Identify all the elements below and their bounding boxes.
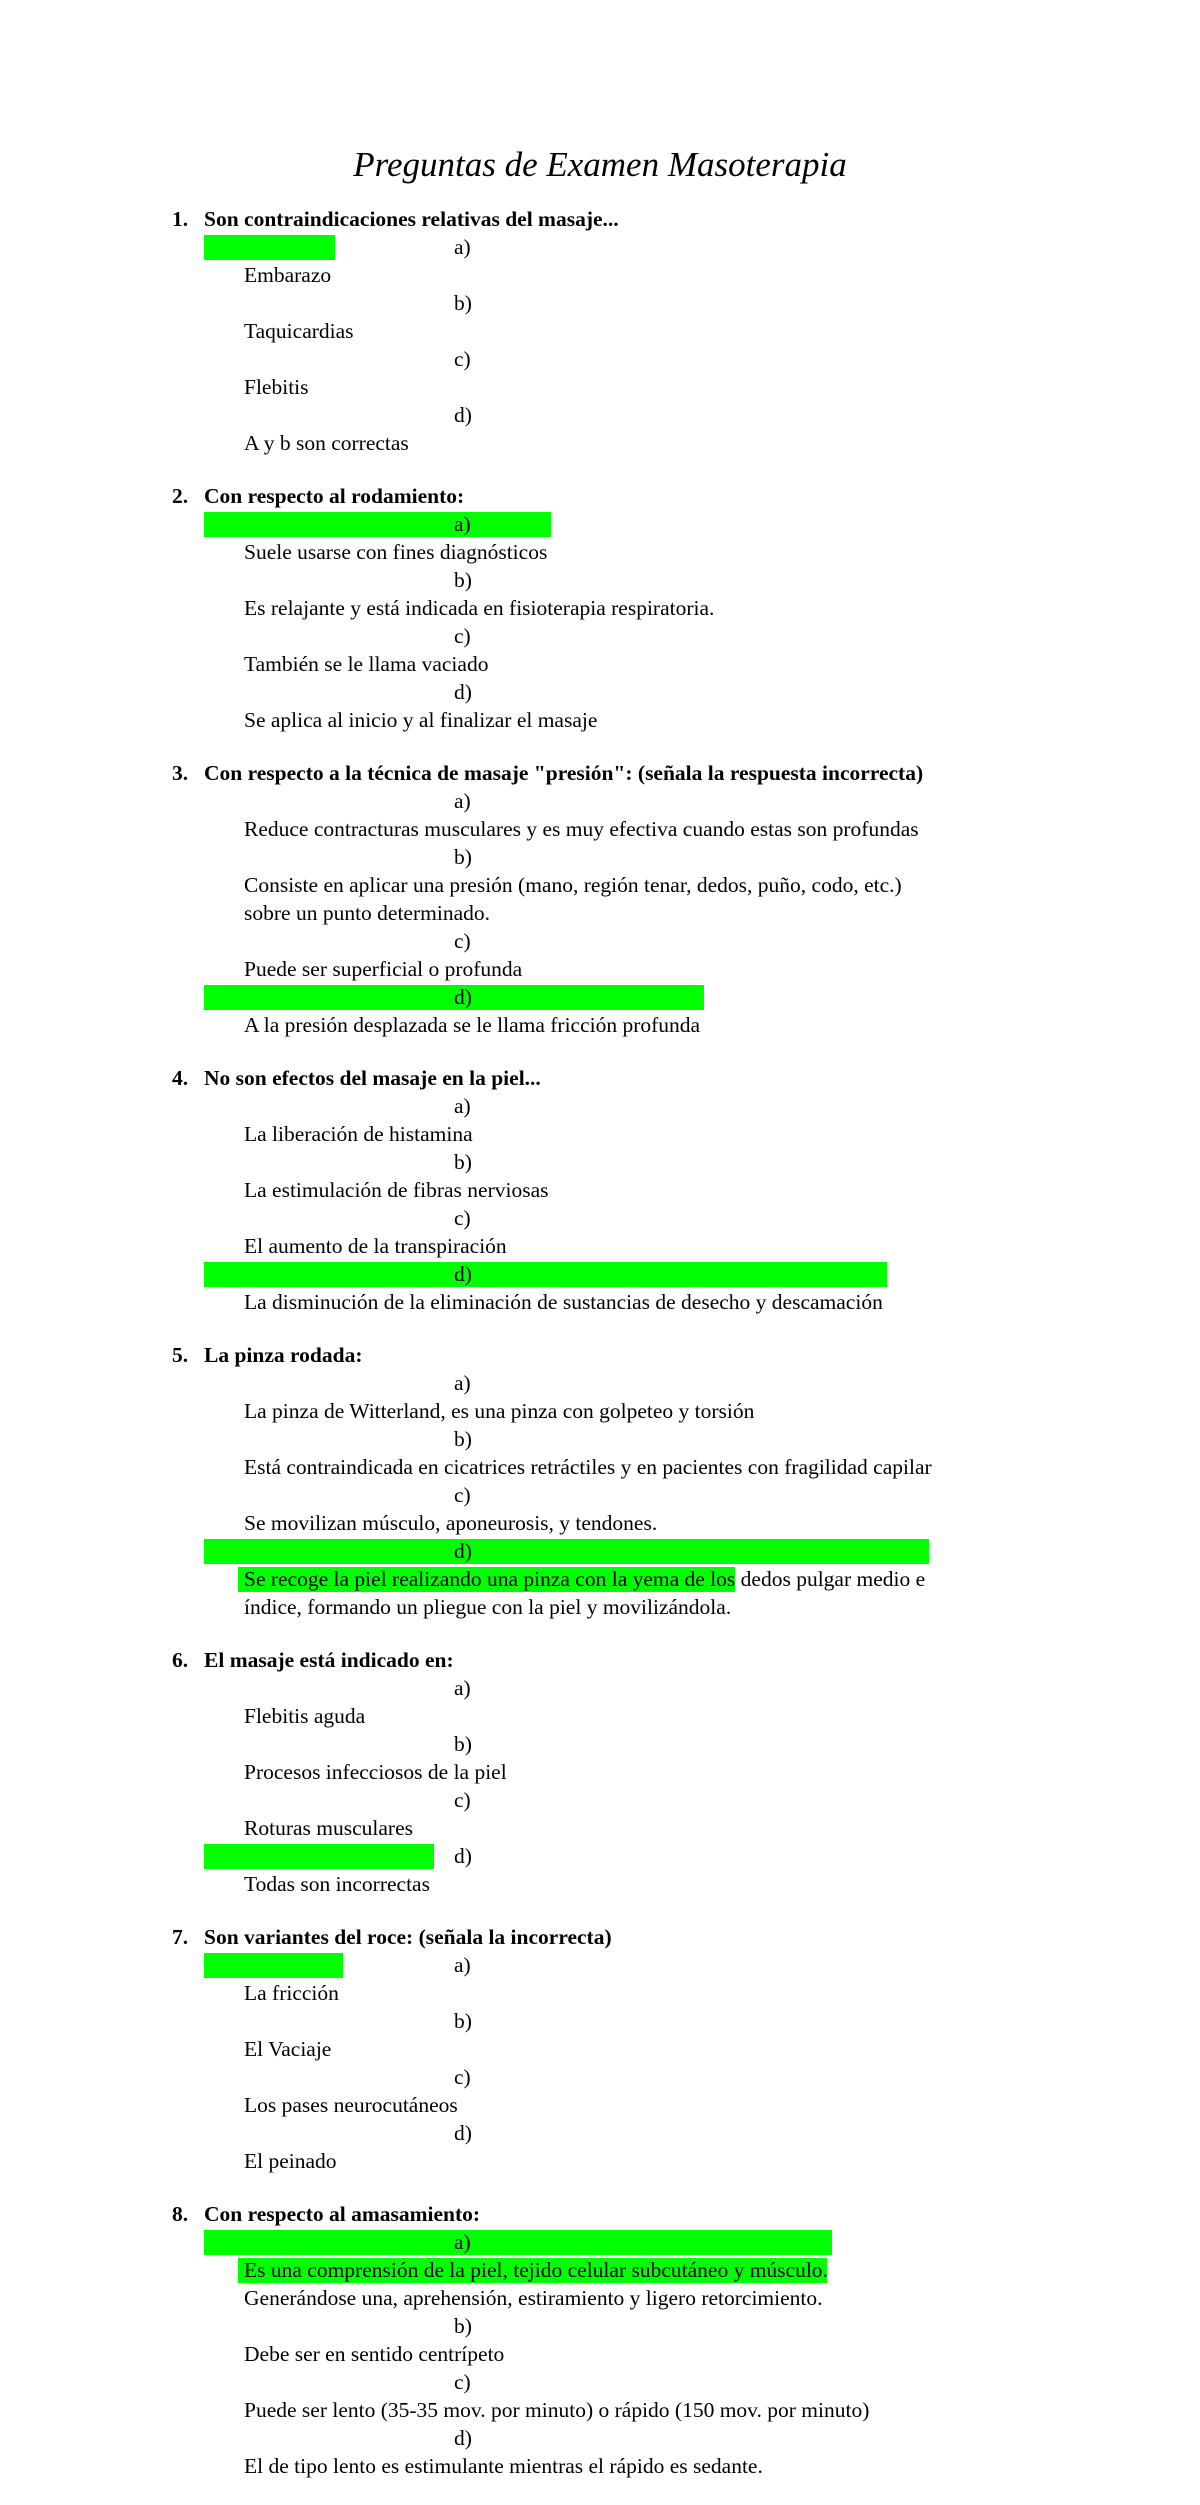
option-text	[244, 429, 1034, 457]
option-letter: a)	[454, 789, 471, 813]
option-text	[244, 1397, 1034, 1425]
option-text	[244, 1453, 1034, 1481]
option-letter: c)	[454, 1483, 471, 1507]
answer-option	[0, 2119, 1034, 2175]
option-line: A y b son correctas	[244, 431, 409, 455]
question-text: El masaje está indicado en:	[204, 1648, 454, 1672]
option-text	[244, 2396, 1034, 2424]
option-line: Es relajante y está indicada en fisioterapia respiratoria.	[244, 596, 715, 620]
option-text	[244, 261, 1034, 289]
answer-option-highlighted	[0, 1842, 1034, 1898]
option-line: Generándose una, aprehensión, estiramiento y ligero retorcimiento.	[244, 2286, 823, 2310]
option-letter: a)	[454, 1094, 471, 1118]
question-heading	[0, 1341, 1200, 1369]
answer-option	[0, 1148, 1034, 1204]
question-text: Con respecto al rodamiento:	[204, 484, 465, 508]
question-heading	[0, 482, 1200, 510]
answer-highlight	[204, 1953, 343, 1978]
option-text	[244, 2340, 1034, 2368]
question-8	[0, 2200, 1200, 2480]
option-line: También se le llama vaciado	[244, 652, 489, 676]
question-1	[0, 205, 1200, 457]
option-letter: b)	[454, 1150, 472, 1174]
question-number: 7.	[172, 1925, 189, 1949]
answer-option	[0, 678, 1034, 734]
answer-highlight	[204, 1844, 434, 1869]
option-line: Taquicardias	[244, 319, 354, 343]
answer-option-highlighted	[0, 1537, 1034, 1621]
option-letter: c)	[454, 624, 471, 648]
option-text	[244, 1232, 1034, 1260]
question-number: 2.	[172, 484, 189, 508]
option-letter: a)	[454, 1371, 471, 1395]
option-letter: b)	[454, 2314, 472, 2338]
option-line: El Vaciaje	[244, 2037, 332, 2061]
option-text	[244, 2452, 1034, 2480]
option-text	[244, 373, 1034, 401]
answer-option	[0, 566, 1034, 622]
option-letter: d)	[454, 680, 472, 704]
option-line: Suele usarse con fines diagnósticos	[244, 540, 548, 564]
option-line: La liberación de histamina	[244, 1122, 473, 1146]
answer-option-highlighted	[0, 1260, 1034, 1316]
question-list	[0, 205, 1200, 2505]
answer-option	[0, 1204, 1034, 1260]
option-letter: c)	[454, 2370, 471, 2394]
answer-option	[0, 401, 1034, 457]
option-line: La estimulación de fibras nerviosas	[244, 1178, 549, 1202]
question-heading	[0, 205, 1200, 233]
answer-option-highlighted	[0, 510, 1034, 566]
option-letter: d)	[454, 985, 472, 1009]
option-text	[244, 2035, 1034, 2063]
option-line: Procesos infecciosos de la piel	[244, 1760, 507, 1784]
option-text	[244, 1758, 1034, 1786]
option-line: La fricción	[244, 1981, 339, 2005]
option-line: Puede ser lento (35-35 mov. por minuto) o rápido (150 mov. por minuto)	[244, 2398, 870, 2422]
option-letter: b)	[454, 1427, 472, 1451]
option-letter: d)	[454, 1539, 472, 1563]
option-text	[244, 1509, 1034, 1537]
question-4	[0, 1064, 1200, 1316]
option-line: Reduce contracturas musculares y es muy efectiva cuando estas son profundas	[244, 817, 919, 841]
answer-option	[0, 927, 1034, 983]
option-text	[244, 815, 1034, 843]
answer-option-highlighted	[0, 983, 1034, 1039]
option-line: Consiste en aplicar una presión (mano, región tenar, dedos, puño, codo, etc.)	[244, 873, 902, 897]
question-text: La pinza rodada:	[204, 1343, 363, 1367]
option-line: El de tipo lento es estimulante mientras el rápido es sedante.	[244, 2454, 763, 2478]
option-line: Puede ser superficial o profunda	[244, 957, 523, 981]
question-5	[0, 1341, 1200, 1621]
option-line: Se recoge la piel realizando una pinza con la yema de los dedos pulgar medio e	[244, 1567, 926, 1591]
option-text	[244, 1814, 1034, 1842]
option-text	[244, 1702, 1034, 1730]
question-text: Son contraindicaciones relativas del masaje...	[204, 207, 619, 231]
question-text: No son efectos del masaje en la piel...	[204, 1066, 541, 1090]
question-heading	[0, 759, 1200, 787]
option-line: La pinza de Witterland, es una pinza con golpeteo y torsión	[244, 1399, 755, 1423]
option-letter: d)	[454, 403, 472, 427]
option-line: El aumento de la transpiración	[244, 1234, 507, 1258]
answer-option	[0, 1674, 1034, 1730]
option-text	[244, 706, 1034, 734]
option-line: Los pases neurocutáneos	[244, 2093, 458, 2117]
answer-highlight	[204, 235, 335, 260]
option-letter: c)	[454, 1206, 471, 1230]
option-text	[244, 2256, 1034, 2312]
question-number: 5.	[172, 1343, 189, 1367]
answer-option	[0, 2063, 1034, 2119]
answer-option-highlighted	[0, 2228, 1034, 2312]
option-letter: d)	[454, 2426, 472, 2450]
option-letter: c)	[454, 347, 471, 371]
answer-option	[0, 1425, 1034, 1481]
answer-option-highlighted	[0, 1951, 1034, 2007]
option-line: sobre un punto determinado.	[244, 901, 491, 925]
option-line: La disminución de la eliminación de sustancias de desecho y descamación	[244, 1290, 883, 1314]
option-line: Roturas musculares	[244, 1816, 413, 1840]
answer-option	[0, 1092, 1034, 1148]
option-letter: a)	[454, 2230, 471, 2254]
answer-highlight	[204, 2230, 832, 2255]
option-text	[244, 955, 1034, 983]
option-text	[244, 1176, 1034, 1204]
option-text	[244, 317, 1034, 345]
answer-option	[0, 2312, 1034, 2368]
option-line: Se movilizan músculo, aponeurosis, y tendones.	[244, 1511, 658, 1535]
page-title: Preguntas de Examen Masoterapia	[353, 145, 847, 184]
option-letter: a)	[454, 235, 471, 259]
option-letter: c)	[454, 2065, 471, 2089]
answer-option	[0, 345, 1034, 401]
option-line: A la presión desplazada se le llama fricción profunda	[244, 1013, 701, 1037]
answer-highlight	[204, 512, 551, 537]
option-line: Flebitis	[244, 375, 309, 399]
question-heading	[0, 1923, 1200, 1951]
option-letter: b)	[454, 291, 472, 315]
question-number: 1.	[172, 207, 189, 231]
option-letter: a)	[454, 1676, 471, 1700]
option-text	[244, 1979, 1034, 2007]
option-text	[244, 2091, 1034, 2119]
question-text: Con respecto a la técnica de masaje "presión": (señala la respuesta incorrecta)	[204, 761, 924, 785]
option-letter: d)	[454, 1262, 472, 1286]
answer-option-highlighted	[0, 233, 1034, 289]
option-text	[244, 1565, 1034, 1621]
question-number: 8.	[172, 2202, 189, 2226]
option-text	[244, 2147, 1034, 2175]
answer-option	[0, 1730, 1034, 1786]
answer-highlight	[204, 1539, 929, 1564]
option-text	[244, 594, 1034, 622]
option-line: Está contraindicada en cicatrices retráctiles y en pacientes con fragilidad capilar	[244, 1455, 932, 1479]
option-line: Todas son incorrectas	[244, 1872, 430, 1896]
question-heading	[0, 2200, 1200, 2228]
option-letter: d)	[454, 1844, 472, 1868]
option-text	[244, 1870, 1034, 1898]
option-text	[244, 1288, 1034, 1316]
answer-option	[0, 2368, 1034, 2424]
option-text	[244, 650, 1034, 678]
option-line: El peinado	[244, 2149, 337, 2173]
option-line: índice, formando un pliegue con la piel y movilizándola.	[244, 1595, 732, 1619]
option-letter: b)	[454, 845, 472, 869]
answer-option	[0, 787, 1034, 843]
question-heading	[0, 1646, 1200, 1674]
question-6	[0, 1646, 1200, 1898]
question-heading	[0, 1064, 1200, 1092]
question-text: Con respecto al amasamiento:	[204, 2202, 481, 2226]
question-number: 4.	[172, 1066, 189, 1090]
option-text	[244, 1011, 1034, 1039]
option-text	[244, 1120, 1034, 1148]
answer-option	[0, 1786, 1034, 1842]
option-line: Embarazo	[244, 263, 332, 287]
answer-option	[0, 1369, 1034, 1425]
option-text	[244, 538, 1034, 566]
question-7	[0, 1923, 1200, 2175]
option-letter: b)	[454, 568, 472, 592]
option-letter: a)	[454, 1953, 471, 1977]
option-letter: c)	[454, 929, 471, 953]
answer-highlight	[204, 1262, 887, 1287]
answer-option	[0, 1481, 1034, 1537]
answer-option	[0, 2007, 1034, 2063]
answer-option	[0, 2424, 1034, 2480]
answer-option	[0, 289, 1034, 345]
option-line: Es una comprensión de la piel, tejido celular subcutáneo y músculo.	[244, 2258, 828, 2282]
option-line: Debe ser en sentido centrípeto	[244, 2342, 505, 2366]
answer-option	[0, 843, 1034, 927]
option-letter: b)	[454, 2009, 472, 2033]
option-letter: a)	[454, 512, 471, 536]
option-letter: d)	[454, 2121, 472, 2145]
answer-option	[0, 622, 1034, 678]
option-letter: c)	[454, 1788, 471, 1812]
option-line: Se aplica al inicio y al finalizar el masaje	[244, 708, 598, 732]
question-text: Son variantes del roce: (señala la incorrecta)	[204, 1925, 612, 1949]
question-number: 6.	[172, 1648, 189, 1672]
question-number: 3.	[172, 761, 189, 785]
question-2	[0, 482, 1200, 734]
question-3	[0, 759, 1200, 1039]
option-line: Flebitis aguda	[244, 1704, 366, 1728]
option-text	[244, 871, 1034, 927]
option-letter: b)	[454, 1732, 472, 1756]
